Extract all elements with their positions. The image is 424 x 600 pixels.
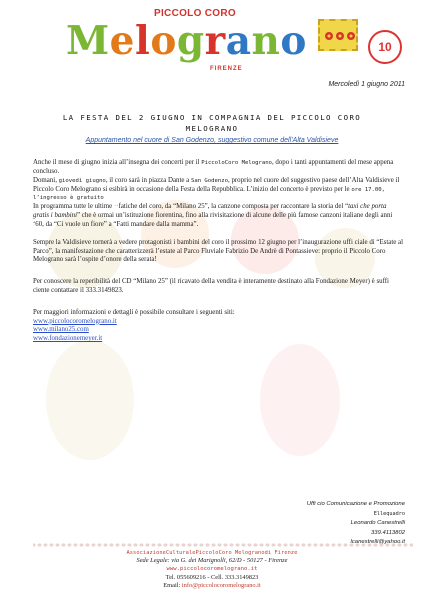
logo-letter: o [150, 18, 177, 64]
p2-text-g: In programma tutte le ultime [33, 203, 114, 211]
logo-letter: n [251, 18, 281, 64]
p1-text-a: Anche il mese di giugno inizia all’insegna dei concerti per il [33, 159, 202, 166]
stamp-icon [318, 19, 358, 51]
logo-wordmark [66, 18, 307, 64]
p2-text-j: ” che è ormai un’istituzione fiorentina, fino alla rivisitazione di alcune delle più famose canzoni italiane degli anni ‘60, da “Ci vuole un fiore” a “Fatti mandare dalla mamma”. [33, 211, 393, 228]
footer-association: AssociazioneCulturalePiccoloCoro Melogranodi Firenze [126, 550, 298, 556]
signature-block [245, 500, 405, 548]
footer-website[interactable]: www.piccolocoromelograno.it [166, 566, 258, 573]
link-piccolocoromelograno[interactable]: www.piccolocoromelograno.it [33, 317, 117, 325]
p2-text-h: fatiche del coro, da “Milano 25”, la canzone composta per raccontare la storia del “ [118, 203, 349, 211]
signature-office: Uffi cio Comunicazione e Promozione [306, 501, 405, 507]
logo-letter: g [176, 18, 205, 64]
p1-text-c: , dopo i tanti appuntamenti del mese appena concluso. [33, 159, 394, 175]
page-subtitle: Appuntamento nel cuore di San Godenzo, suggestivo comune dell’Alta Valdisieve [85, 137, 339, 144]
link-milano25[interactable]: www.milano25.com [33, 326, 89, 334]
footer [0, 549, 424, 590]
logo-letter: e [109, 18, 135, 64]
footer-phones: Tel. 055609216 - Cell. 333.3149823 [165, 573, 259, 581]
p2-text-c: , il coro sarà in piazza Dante a [105, 177, 191, 184]
p2-text-a: Domani, [33, 177, 59, 184]
p2-taxi-quote: taxi che porta gratis i bambini [33, 203, 387, 219]
footer-email-line [0, 582, 424, 590]
logo-letter: r [204, 18, 226, 64]
signature-name: Leonardo Canestrelli [350, 520, 405, 527]
signature-agency: Ellequadro [373, 510, 405, 517]
p2-town: San Godenzo [190, 178, 228, 184]
badge-number: 10 [378, 40, 392, 54]
paragraph-2: Domani, giovedì giugno, il coro sarà in piazza Dante a San Godenzo, proprio nel cuore del suggestivo paese dell’Alta Valdisieve il Piccolo Coro Melograno si esibirà in occasione della Festa della Repubblica. L’inizio del concerto è previsto per le ore 17.00, l’ingresso è gratuito In programma tutte le ultime ··fatiche del coro, da “Milano 25”, la canzone composta per raccontare la storia del “taxi che porta gratis i bambini” che è ormai un’istituzione fiorentina, fino alla rivisitazione di alcune delle più famose canzoni italiane degli anni ‘60, da “Ci vuole un fiore” a “Fatti mandare dalla mamma”. [33, 177, 400, 228]
flowers-icon [324, 31, 356, 41]
footer-email-link[interactable]: info@piccolocoromelograno.it [181, 581, 261, 589]
dotted-divider [33, 542, 413, 548]
p2-time-info: ore 17.00, l’ingresso è gratuito [33, 186, 386, 202]
page-title [30, 112, 394, 134]
logo-letter: l [135, 18, 151, 64]
logo-bottom-text: FIRENZE [210, 66, 243, 72]
link-fondazionemeyer[interactable]: www.fondazionemeyer.it [33, 335, 103, 343]
logo-letter: o [280, 18, 307, 64]
p2-date: giovedì giugno [58, 178, 106, 184]
footer-address: Sede Legale: via G. dei Marignolli, 62/D - 50127 - Firenze [136, 557, 288, 565]
logo-letter: a [225, 18, 252, 64]
p2-text-e: , proprio nel cuore del suggestivo paese dell’Alta Valdisieve il Piccolo Coro Melograno si esibirà in occasione della Festa della Repubblica. L’inizio del concerto è previsto per le [33, 177, 400, 193]
paragraph-1 [33, 159, 403, 176]
anniversary-badge [368, 30, 402, 64]
logo-top-text: PICCOLO CORO [154, 8, 236, 19]
p1-choir-name: PiccoloCoro Melograno [201, 160, 272, 166]
press-release-date: Mercoledì 1 giugno 2011 [328, 81, 405, 88]
signature-email[interactable]: lcanestrelli@yahoo.it [350, 539, 405, 546]
paragraph-3: Sempre la Valdisieve tornerà a vedere protagonisti i bambini del coro il prossimo 12 giugno per l’inaugurazione uffi ciale di “Estate al Parco”, la manifestazione che caratterizzerà l’estate al Parco Fluviale Fabrizio De Andrè di Pontassieve: proprio il Piccolo Coro Melograno sarà l’ospite d’onore della serata! [33, 239, 404, 264]
footer-email-label: Email: [163, 581, 182, 589]
title-line-2: MELOGRANO [185, 124, 239, 133]
title-line-1: LA FESTA DEL 2 GIUGNO IN COMPAGNIA DEL PICCOLO CORO [62, 113, 362, 122]
logo-letter: M [66, 18, 110, 64]
links-intro: Per maggiori informazioni e dettagli è possibile consultare i seguenti siti: [33, 309, 235, 316]
signature-phone: 339.4113802 [371, 529, 405, 536]
paragraph-4: Per conoscere la reperibilità del CD “Milano 25” (il ricavato della vendita è interamente destinato alla Fondazione Meyer) è suffi ciente contattare il 333.3149823. [33, 278, 389, 294]
links-section [33, 309, 235, 344]
logo [66, 6, 336, 76]
